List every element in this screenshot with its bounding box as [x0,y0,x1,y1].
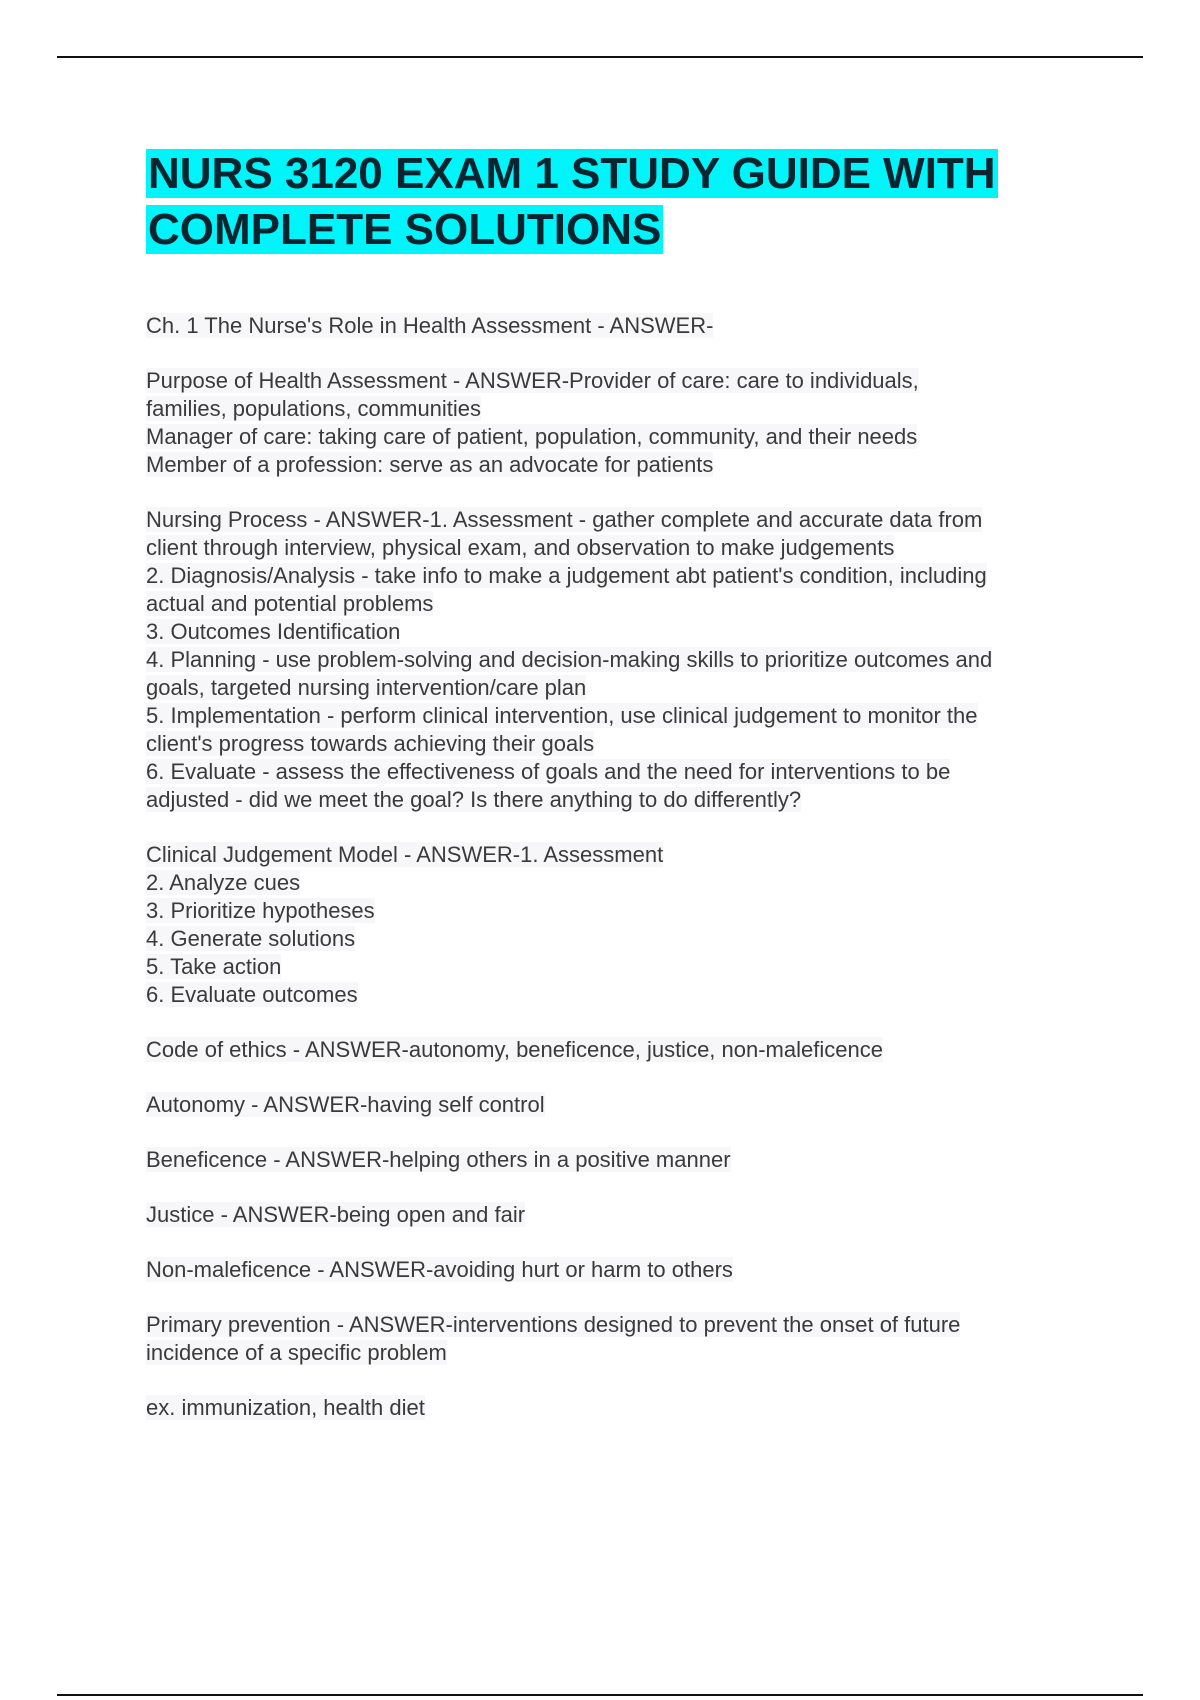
text-line: client through interview, physical exam, and observation to make judgements [146,535,895,560]
text-line: Member of a profession: serve as an advocate for patients [146,452,714,477]
entry-clinical-judgement-model [146,841,1106,1009]
title-line: NURS 3120 EXAM 1 STUDY GUIDE WITH [148,149,996,198]
bottom-rule [57,1694,1143,1696]
entry-purpose-of-health-assessment [146,367,1106,479]
text-line: Justice - ANSWER-being open and fair [146,1202,526,1227]
entry-ch1 [146,312,1106,340]
text-line: families, populations, communities [146,396,482,421]
title-line: COMPLETE SOLUTIONS [148,205,662,254]
entry-example [146,1394,1106,1422]
top-rule [57,56,1143,58]
text-line: Ch. 1 The Nurse's Role in Health Assessment - ANSWER- [146,313,714,338]
entry-non-maleficence [146,1256,1106,1284]
text-line: Primary prevention - ANSWER-interventions designed to prevent the onset of future [146,1312,961,1337]
text-line: 2. Diagnosis/Analysis - take info to make a judgement abt patient's condition, including [146,563,987,588]
entry-primary-prevention [146,1311,1106,1367]
entry-beneficence [146,1146,1106,1174]
text-line: Beneficence - ANSWER-helping others in a positive manner [146,1147,731,1172]
text-line: client's progress towards achieving their goals [146,731,595,756]
text-line: 3. Prioritize hypotheses [146,898,375,923]
text-line: adjusted - did we meet the goal? Is there anything to do differently? [146,787,802,812]
entry-nursing-process [146,506,1106,814]
text-line: 6. Evaluate outcomes [146,982,358,1007]
text-line: Manager of care: taking care of patient, population, community, and their needs [146,424,918,449]
entry-code-of-ethics [146,1036,1106,1064]
text-line: actual and potential problems [146,591,434,616]
text-line: Autonomy - ANSWER-having self control [146,1092,545,1117]
document-body [146,312,1106,1449]
text-line: 4. Generate solutions [146,926,356,951]
text-line: incidence of a specific problem [146,1340,447,1365]
document-title [146,146,1106,258]
text-line: 5. Take action [146,954,282,979]
title-highlight [146,149,998,254]
text-line: Purpose of Health Assessment - ANSWER-Provider of care: care to individuals, [146,368,919,393]
text-line: Code of ethics - ANSWER-autonomy, beneficence, justice, non-maleficence [146,1037,883,1062]
text-line: Nursing Process - ANSWER-1. Assessment - gather complete and accurate data from [146,507,983,532]
entry-autonomy [146,1091,1106,1119]
entry-justice [146,1201,1106,1229]
text-line: 2. Analyze cues [146,870,301,895]
text-line: 4. Planning - use problem-solving and decision-making skills to prioritize outcomes and [146,647,993,672]
text-line: 6. Evaluate - assess the effectiveness of goals and the need for interventions to be [146,759,951,784]
text-line: goals, targeted nursing intervention/care plan [146,675,587,700]
text-line: Clinical Judgement Model - ANSWER-1. Assessment [146,842,664,867]
text-line: 3. Outcomes Identification [146,619,401,644]
text-line: ex. immunization, health diet [146,1395,425,1420]
text-line: Non-maleficence - ANSWER-avoiding hurt or harm to others [146,1257,733,1282]
text-line: 5. Implementation - perform clinical intervention, use clinical judgement to monitor the [146,703,978,728]
